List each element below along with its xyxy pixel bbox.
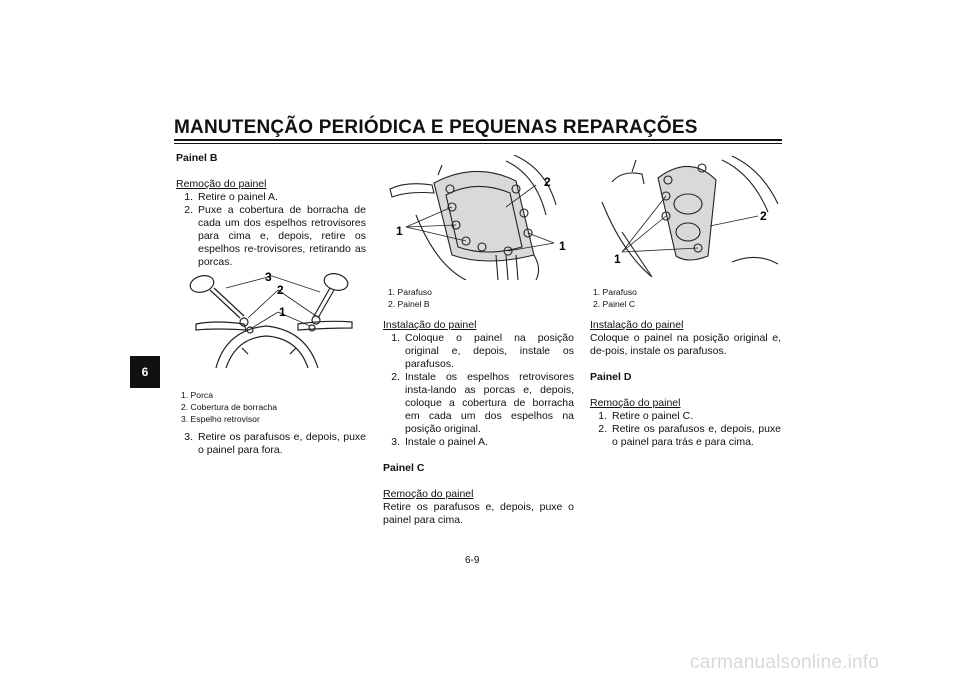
caption-item: 1. Parafuso [593,287,637,297]
step-number: 2. [184,204,193,216]
callout-2: 2 [277,283,284,297]
step-number: 2. [391,371,400,383]
step-number: 1. [184,191,193,203]
step-item [176,204,366,269]
caption-list-1 [181,389,277,425]
callout-1: 1 [614,252,621,266]
step-number: 3. [184,431,193,443]
step-item [176,191,366,204]
caption-list-3 [593,286,637,310]
subheading-remocao: Remoção do painel [176,178,267,190]
step-number: 3. [391,436,400,448]
callout-1: 1 [396,224,403,238]
step-item [383,332,574,371]
step-number: 1. [598,410,607,422]
heading-painel-c: Painel C [383,462,425,474]
column-1 [176,152,366,269]
column-2 [383,319,574,527]
caption-list-2 [388,286,432,310]
column-1-continued [176,431,366,457]
panel-c-figure [592,152,782,277]
heading-painel-d: Painel D [590,371,632,383]
page-title: MANUTENÇÃO PERIÓDICA E PEQUENAS REPARAÇÕES [174,117,698,138]
step-text: Retire os parafusos e, depois, puxe o painel para fora. [198,431,366,456]
caption-item: 3. Espelho retrovisor [181,414,260,424]
column-3 [590,319,781,449]
caption-item: 2. Cobertura de borracha [181,402,278,412]
callout-2: 2 [544,175,551,189]
title-rule [174,139,782,141]
chapter-tab: 6 [130,356,160,388]
step-text: Instale os espelhos retrovisores insta-lando as porcas e, depois, coloque a cobertura de borracha em cada um dos espelhos na posição original. [405,371,574,435]
callout-1: 1 [279,305,286,319]
page-number: 6-9 [465,555,480,566]
step-item [383,371,574,436]
step-text: Retire o painel C. [612,410,694,422]
panel-b-figure [386,155,576,280]
caption-item: 1. Porca [181,390,214,400]
step-item [590,410,781,423]
caption-item: 2. Painel B [388,299,430,309]
subheading-instalacao: Instalação do painel [590,319,684,331]
step-number: 2. [598,423,607,435]
step-text: Coloque o painel na posição original e, depois, instale os parafusos. [405,332,574,370]
step-item [590,423,781,449]
step-item [383,436,574,449]
step-text: Puxe a cobertura de borracha de cada um dos espelhos retrovisores para cima e, depois, retire os espelhos re-trovisores, retirando as porcas. [198,204,366,268]
step-text: Retire o painel A. [198,191,278,203]
step-text: Retire os parafusos e, depois, puxe o painel para trás e para cima. [612,423,781,448]
step-number: 1. [391,332,400,344]
paragraph: Retire os parafusos e, depois, puxe o painel para cima. [383,501,574,526]
callout-2: 2 [760,209,767,223]
subheading-instalacao: Instalação do painel [383,319,477,331]
caption-item: 2. Painel C [593,299,636,309]
step-item [176,431,366,457]
step-text: Instale o painel A. [405,436,488,448]
callout-3: 3 [265,270,272,284]
caption-item: 1. Parafuso [388,287,432,297]
subheading-remocao: Remoção do painel [590,397,681,409]
callout-1: 1 [559,239,566,253]
heading-painel-b: Painel B [176,152,218,164]
paragraph: Coloque o painel na posição original e, de-pois, instale os parafusos. [590,332,781,357]
mirror-figure [186,268,356,368]
title-rule-thin [174,143,782,144]
subheading-remocao: Remoção do painel [383,488,474,500]
watermark: carmanualsonline.info [690,652,880,673]
